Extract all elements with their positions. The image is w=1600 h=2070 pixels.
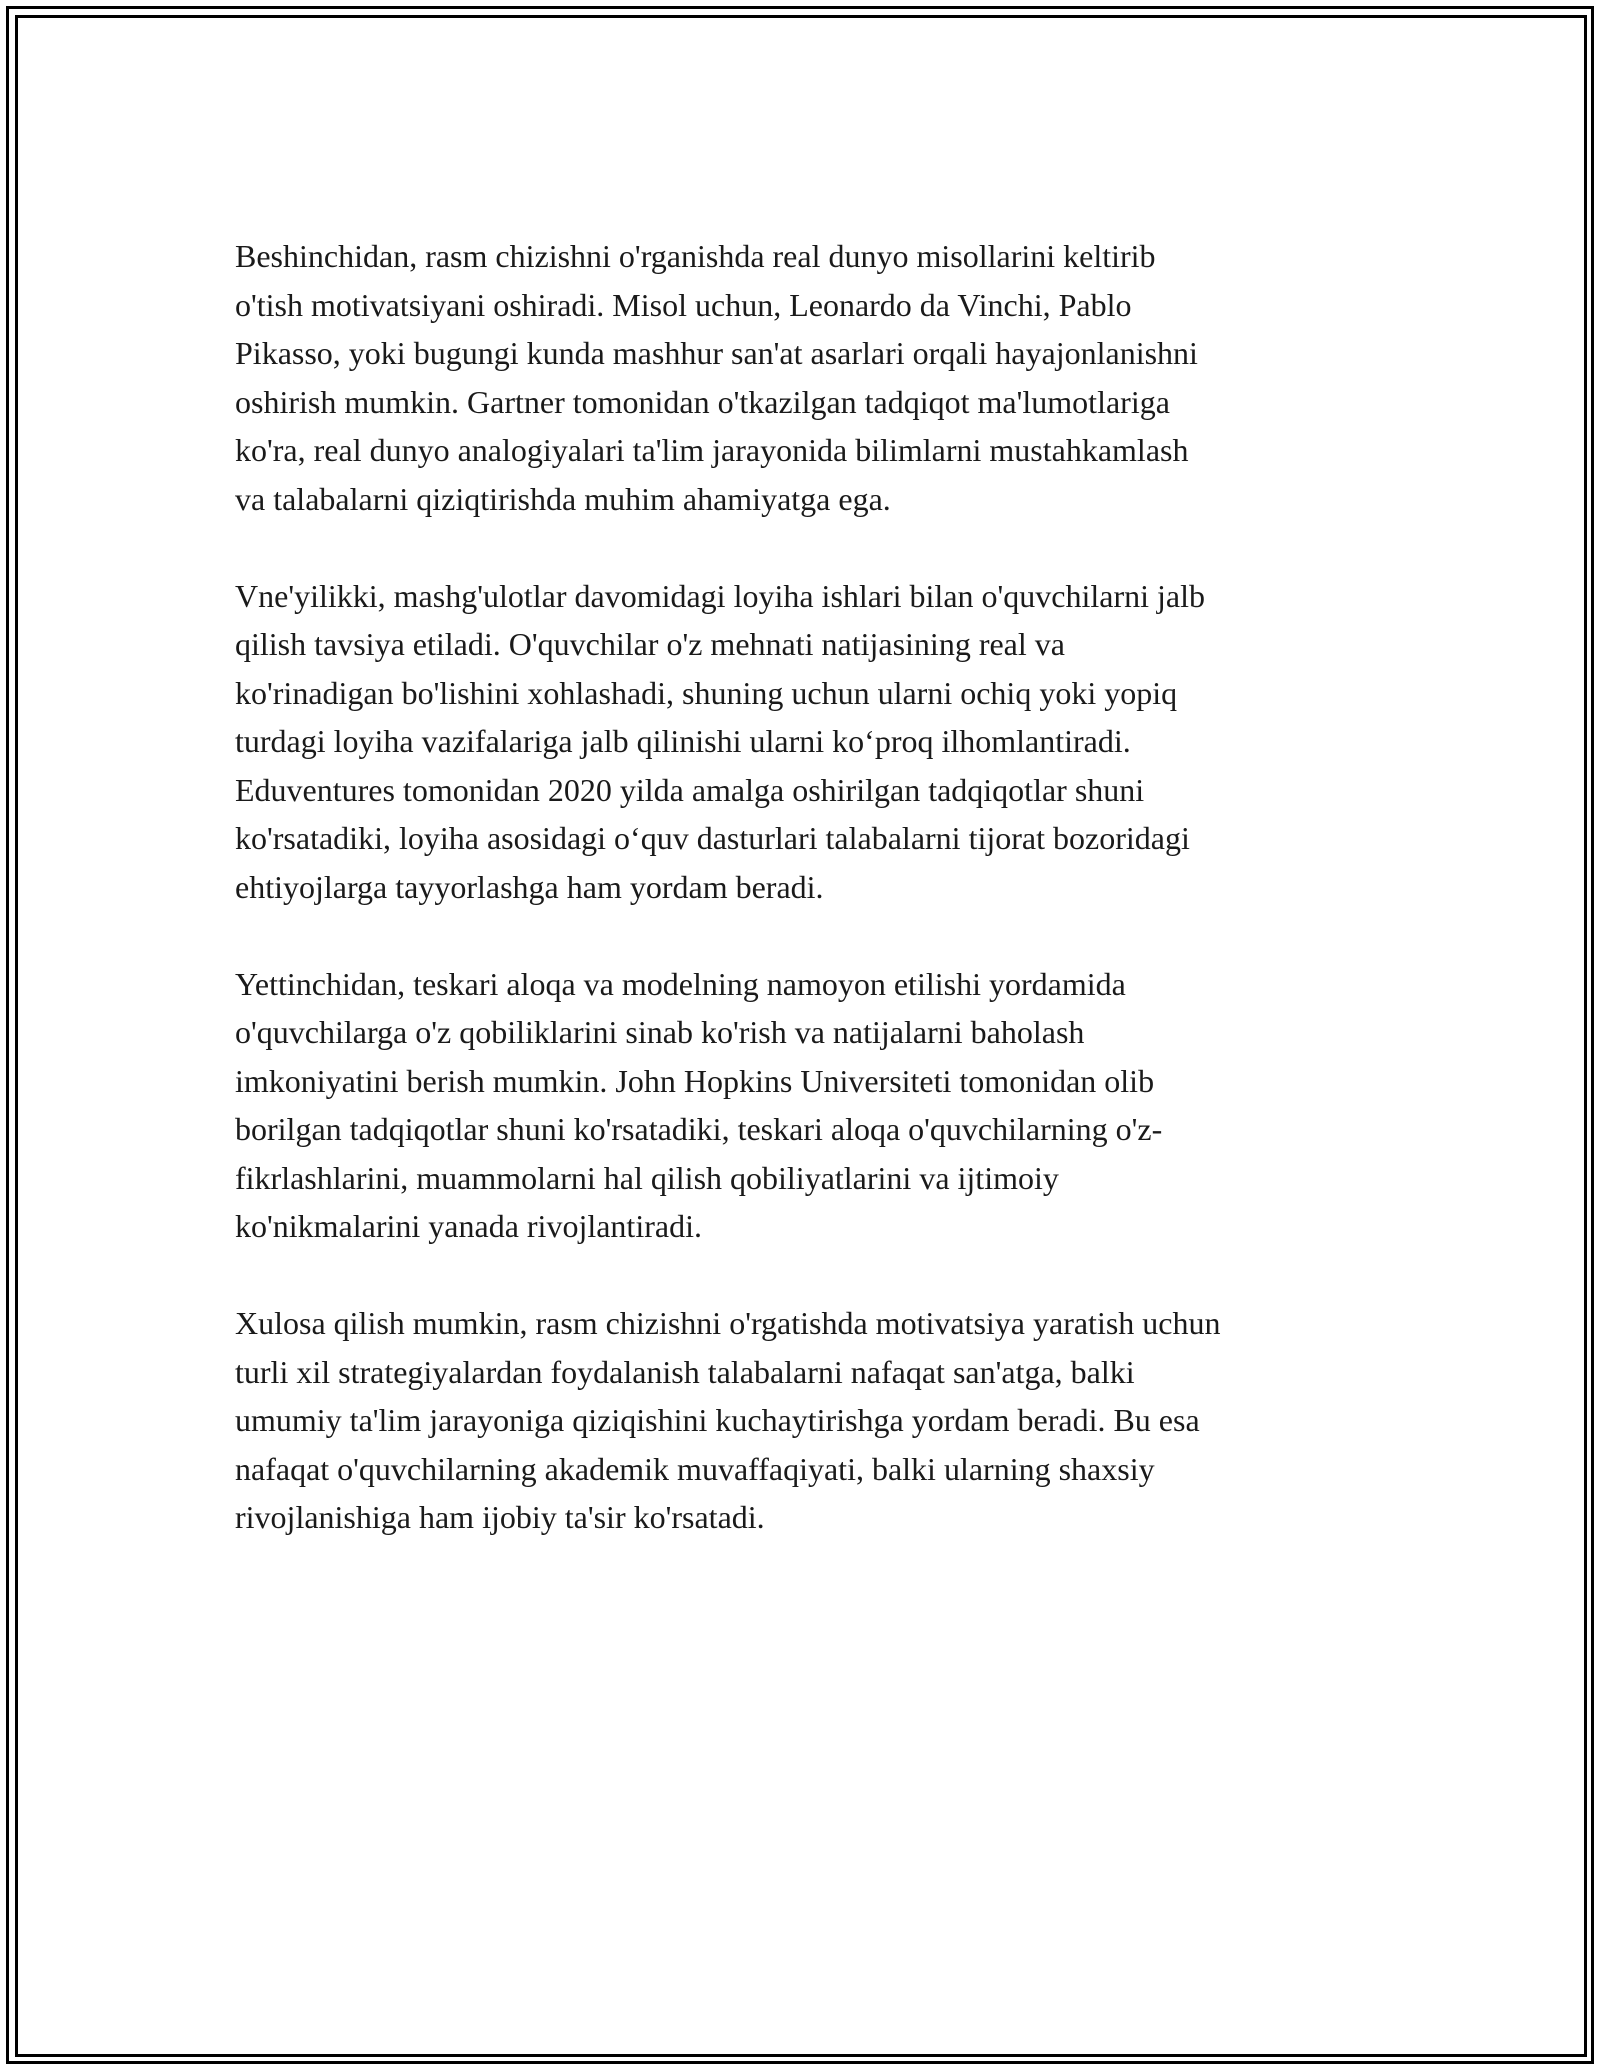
paragraph-2: Vne'yilikki, mashg'ulotlar davomidagi loyiha ishlari bilan o'quvchilarni jalb qilish tavsiya etiladi. O'quvchilar o'z mehnati natijasining real va ko'rinadigan bo'lishini xohlashadi, shuning uchun ularni ochiq yoki yopiq turdagi loyiha vazifalariga jalb qilinishi ularni ko‘proq ilhomlantiradi. Eduventures tomonidan 2020 yilda amalga oshirilgan tadqiqotlar shuni ko'rsatadiki, loyiha asosidagi o‘quv dasturlari talabalarni tijorat bozoridagi ehtiyojlarga tayyorlashga ham yordam beradi. [235,577,1205,905]
paragraph-3: Yettinchidan, teskari aloqa va modelning namoyon etilishi yordamida o'quvchilarga o'z qobiliklarini sinab ko'rish va natijalarni baholash imkoniyatini berish mumkin. John Hopkins Universiteti tomonidan olib borilgan tadqiqotlar shuni ko'rsatadiki, teskari aloqa o'quvchilarning o'z- fikrlashlarini, muammolarni hal qilish qobiliyatlarini va ijtimoiy ko'nikmalarini yanada rivojlantiradi. [235,965,1163,1244]
document-body [235,232,1370,1590]
paragraph-1: Beshinchidan, rasm chizishni o'rganishda real dunyo misollarini keltirib o'tish motivatsiyani oshiradi. Misol uchun, Leonardo da Vinchi, Pablo Pikasso, yoki bugungi kunda mashhur san'at asarlari orqali hayajonlanishni oshirish mumkin. Gartner tomonidan o'tkazilgan tadqiqot ma'lumotlariga ko'ra, real dunyo analogiyalari ta'lim jarayonida bilimlarni mustahkamlash va talabalarni qiziqtirishda muhim ahamiyatga ega. [235,238,1198,517]
paragraph-4: Xulosa qilish mumkin, rasm chizishni o'rgatishda motivatsiya yaratish uchun turli xil strategiyalardan foydalanish talabalarni nafaqat san'atga, balki umumiy ta'lim jarayoniga qiziqishini kuchaytirishga yordam beradi. Bu esa nafaqat o'quvchilarning akademik muvaffaqiyati, balki ularning shaxsiy rivojlanishiga ham ijobiy ta'sir ko'rsatadi. [235,1305,1221,1535]
